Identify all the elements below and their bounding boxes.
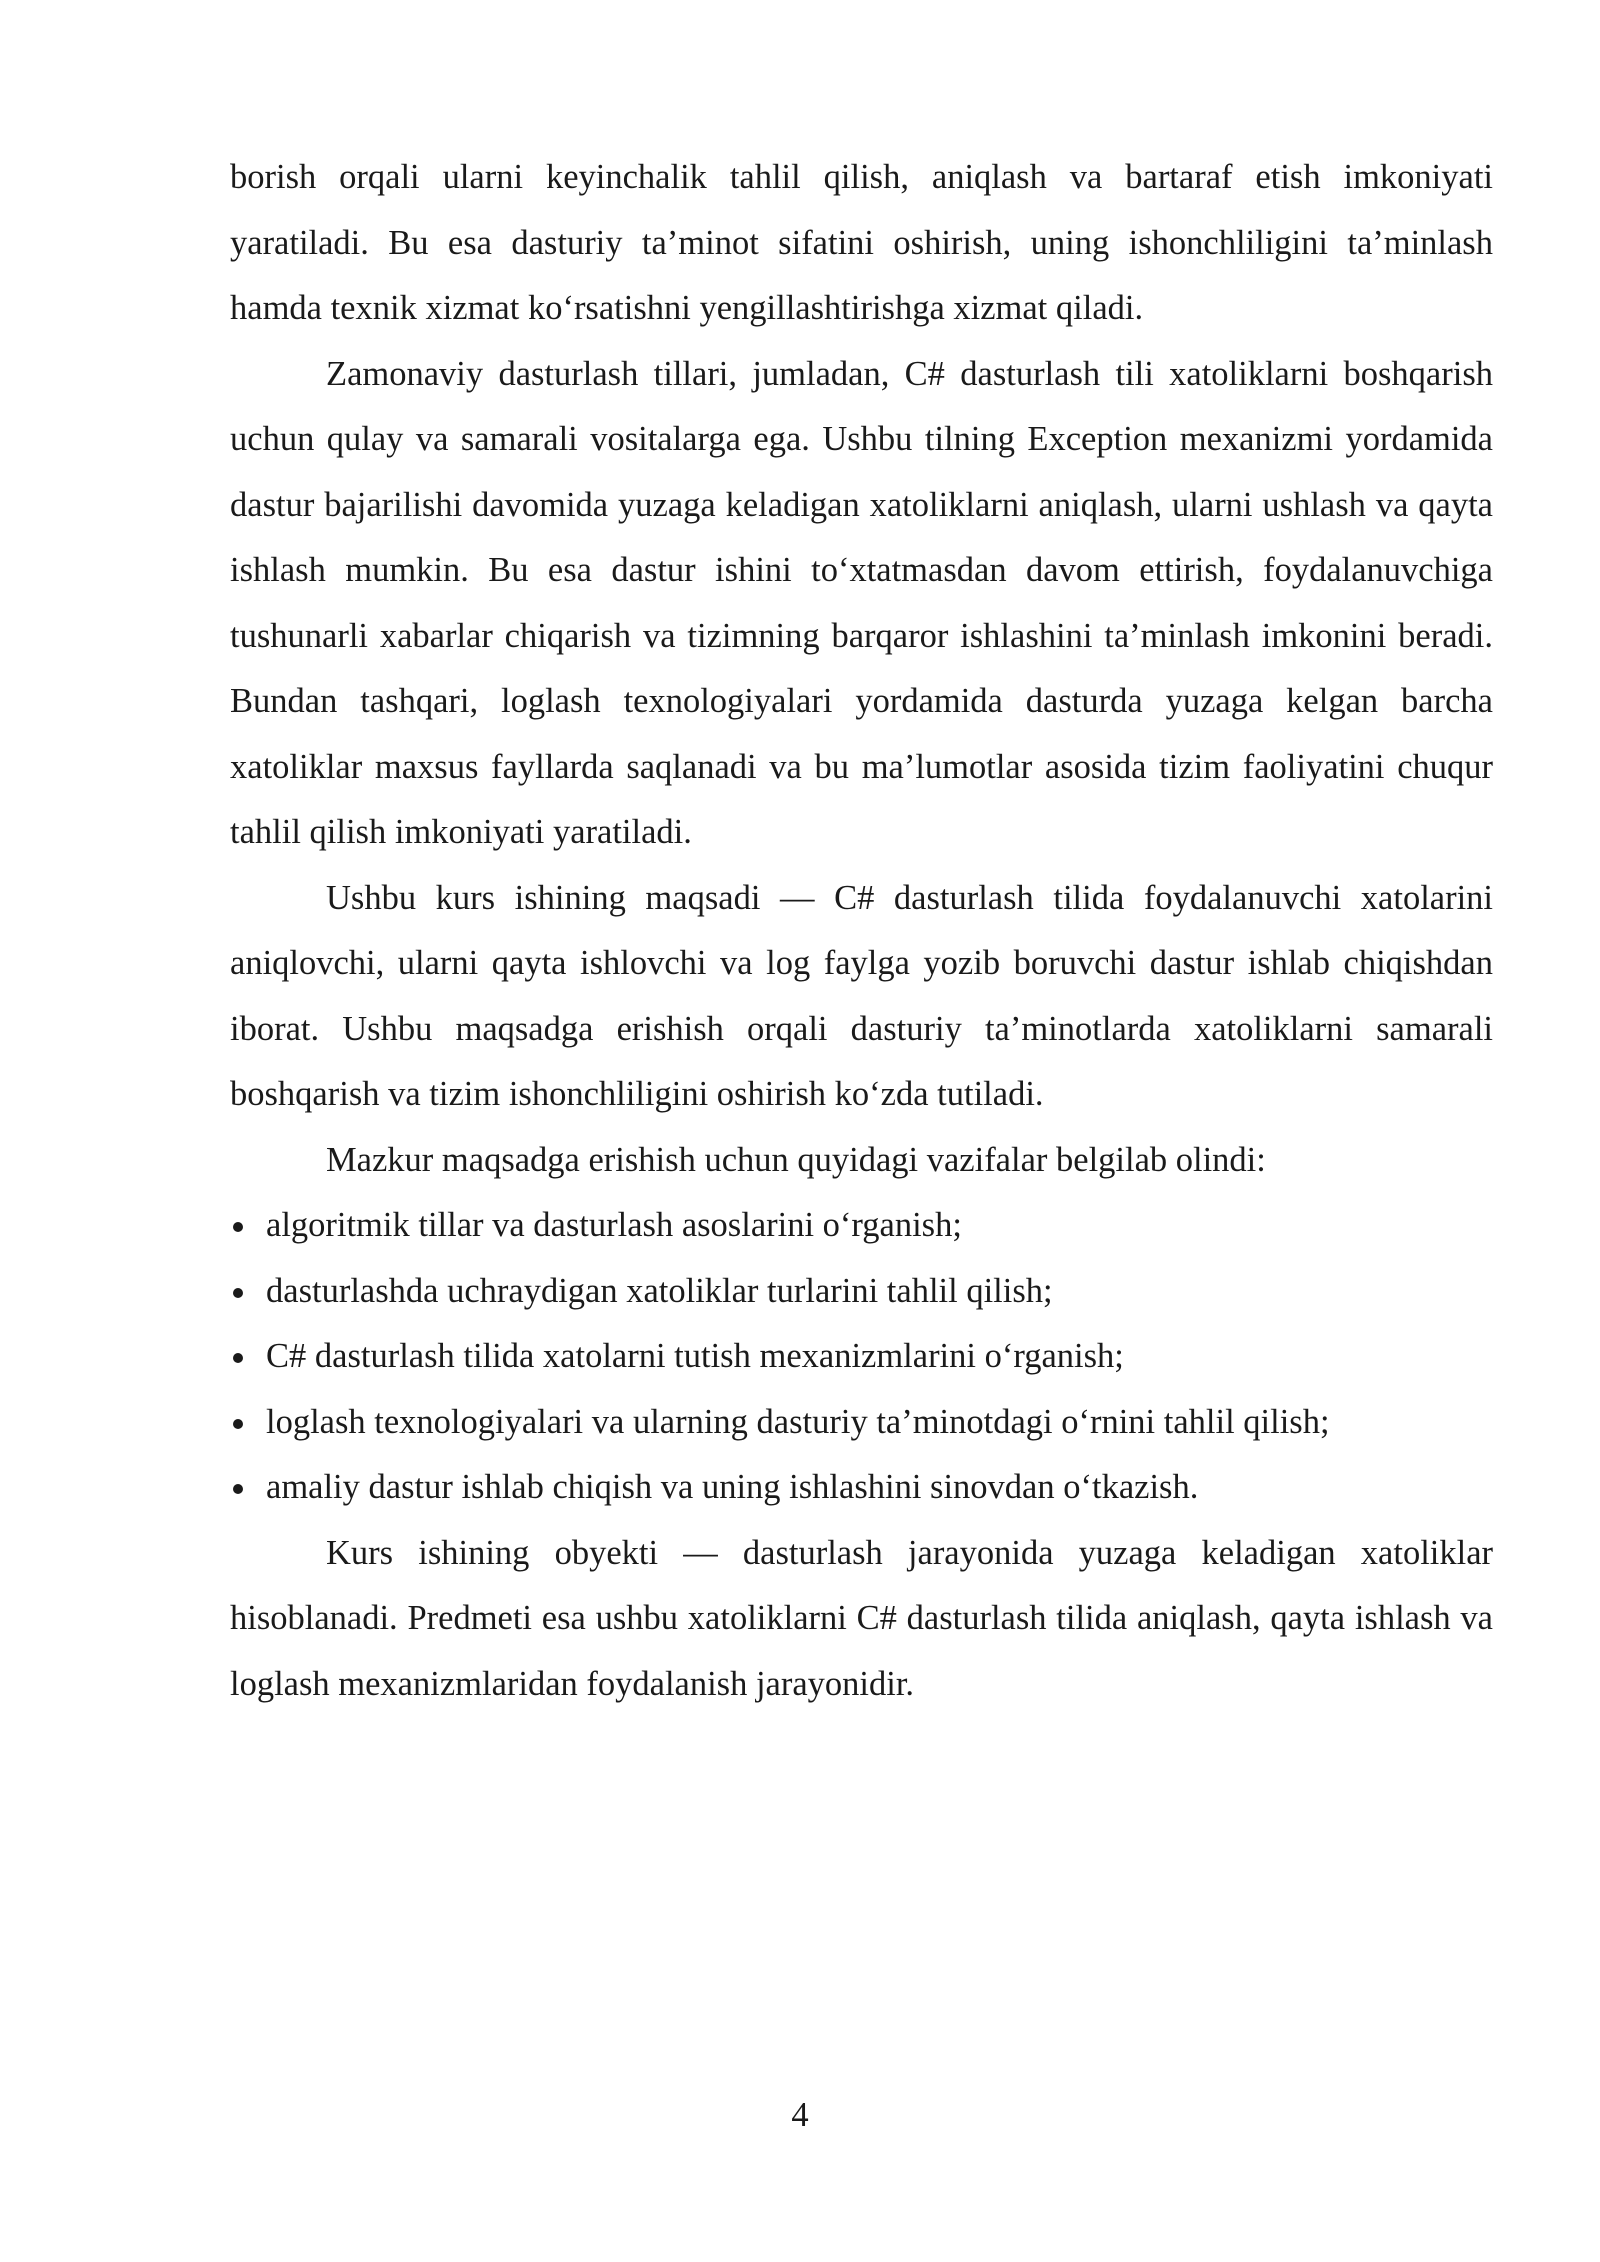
list-item-text: C# dasturlash tilida xatolarni tutish mexanizmlarini o‘rganish;: [266, 1337, 1124, 1375]
bullet-icon: [233, 1353, 243, 1363]
list-item: [230, 1259, 1493, 1325]
list-item-text: amaliy dastur ishlab chiqish va uning ishlashini sinovdan o‘tkazish.: [266, 1468, 1199, 1506]
list-item: [230, 1193, 1493, 1259]
paragraph-object-subject: Kurs ishining obyekti — dasturlash jarayonida yuzaga keladigan xatoliklar hisoblanadi. Predmeti esa ushbu xatoliklarni C# dasturlash tilida aniqlash, qayta ishlash va loglash mexanizmlaridan foydalanish jarayonidir.: [230, 1533, 1493, 1703]
paragraph-modern-languages: Zamonaviy dasturlash tillari, jumladan, C# dasturlash tili xatoliklarni boshqarish uchun qulay va samarali vositalarga ega. Ushbu tilning Exception mexanizmi yordamida dastur bajarilishi davomida yuzaga keladigan xatoliklarni aniqlash, ularni ushlash va qayta ishlash mumkin. Bu esa dastur ishini to‘xtatmasdan davom ettirish, foydalanuvchiga tushunarli xabarlar chiqarish va tizimning barqaror ishlashini ta’minlash imkonini beradi. Bundan tashqari, loglash texnologiyalari yordamida dasturda yuzaga kelgan barcha xatoliklar maxsus fayllarda saqlanadi va bu ma’lumotlar asosida tizim faoliyatini chuqur tahlil qilish imkoniyati yaratiladi.: [230, 354, 1493, 851]
bullet-icon: [233, 1484, 243, 1494]
task-list: [230, 1193, 1493, 1521]
document-body: [230, 145, 1493, 1717]
list-item-text: algoritmik tillar va dasturlash asoslarini o‘rganish;: [266, 1206, 962, 1244]
list-item-text: loglash texnologiyalari va ularning dasturiy ta’minotdagi o‘rnini tahlil qilish;: [266, 1402, 1330, 1441]
bullet-icon: [233, 1288, 243, 1298]
bullet-icon: [233, 1222, 243, 1232]
paragraph-tasks-intro: Mazkur maqsadga erishish uchun quyidagi vazifalar belgilab olindi:: [326, 1140, 1266, 1179]
paragraph-continuation: borish orqali ularni keyinchalik tahlil qilish, aniqlash va bartaraf etish imkoniyati yaratiladi. Bu esa dasturiy ta’minot sifatini oshirish, uning ishonchliligini ta’minlash hamda texnik xizmat ko‘rsatishni yengillashtirishga xizmat qiladi.: [230, 158, 1493, 327]
page-number: 4: [791, 2096, 809, 2134]
list-item: [230, 1390, 1493, 1456]
list-item: [230, 1324, 1493, 1390]
list-item-text: dasturlashda uchraydigan xatoliklar turlarini tahlil qilish;: [266, 1271, 1053, 1310]
paragraph-course-goal: Ushbu kurs ishining maqsadi — C# dasturlash tilida foydalanuvchi xatolarini aniqlovchi, ularni qayta ishlovchi va log faylga yozib boruvchi dastur ishlab chiqishdan iborat. Ushbu maqsadga erishish orqali dasturiy ta’minotlarda xatoliklarni samarali boshqarish va tizim ishonchliligini oshirish ko‘zda tutiladi.: [230, 878, 1493, 1113]
bullet-icon: [233, 1419, 243, 1429]
list-item: [230, 1455, 1493, 1521]
